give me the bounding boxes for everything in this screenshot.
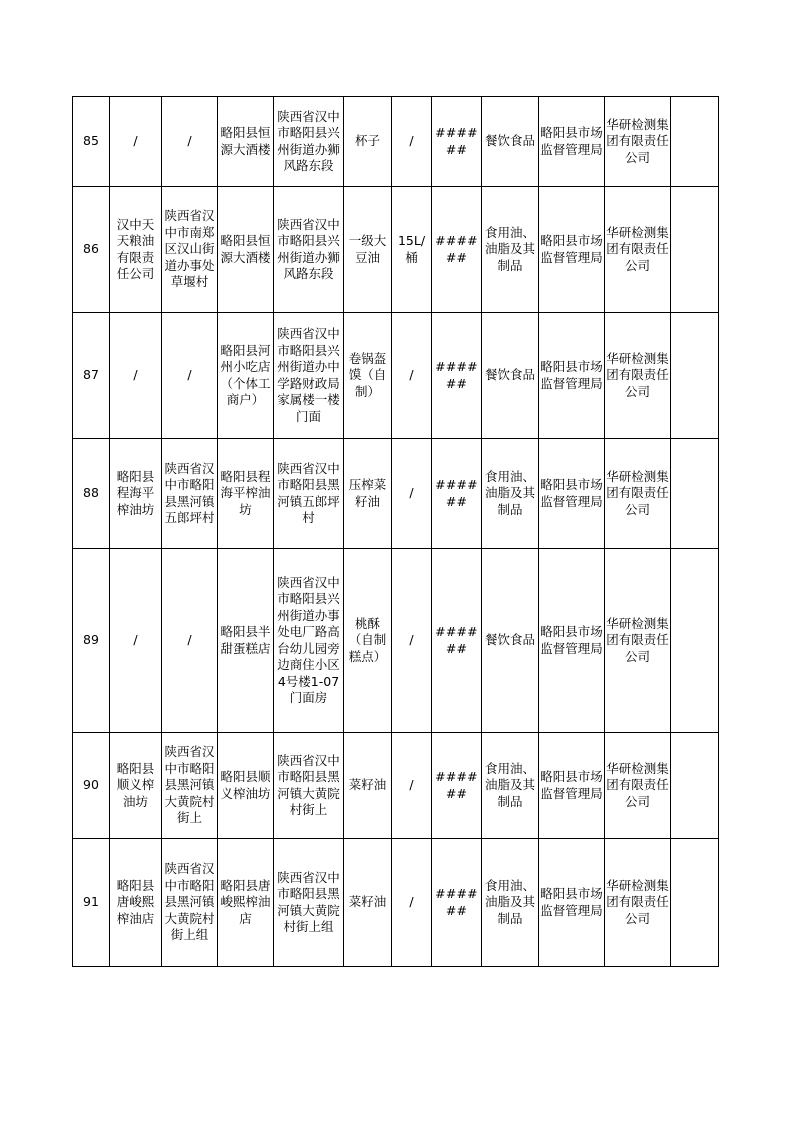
sampled-unit: 略阳县恒源大酒楼: [218, 187, 274, 313]
sampled-unit: 略阳县唐峻熙榨油店: [218, 839, 274, 967]
sampled-address: 陕西省汉中市略阳县兴州街道办中学路财政局家属楼一楼门面: [274, 313, 344, 439]
supervising-authority: 略阳县市场监督管理局: [539, 839, 605, 967]
sampled-unit: 略阳县程海平榨油坊: [218, 439, 274, 549]
specification: /: [392, 97, 432, 187]
row-number: 87: [73, 313, 110, 439]
testing-lab: 华研检测集团有限责任公司: [605, 839, 671, 967]
food-name: 一级大豆油: [344, 187, 392, 313]
table-row: [73, 839, 719, 967]
note-cell: [671, 839, 719, 967]
producer-address: 陕西省汉中市略阳县黑河镇大黄院村街上: [162, 733, 218, 839]
table-row: [73, 439, 719, 549]
producer-name: 汉中天天粮油有限责任公司: [110, 187, 162, 313]
producer-address: /: [162, 549, 218, 733]
note-cell: [671, 549, 719, 733]
food-category: 餐饮食品: [482, 97, 539, 187]
table-row: [73, 313, 719, 439]
food-category: 食用油、油脂及其制品: [482, 839, 539, 967]
note-cell: [671, 187, 719, 313]
row-number: 91: [73, 839, 110, 967]
production-date: ######: [432, 313, 482, 439]
supervising-authority: 略阳县市场监督管理局: [539, 733, 605, 839]
sampled-address: 陕西省汉中市略阳县黑河镇五郎坪村: [274, 439, 344, 549]
specification: /: [392, 733, 432, 839]
table-row: [73, 733, 719, 839]
sampled-unit: 略阳县半甜蛋糕店: [218, 549, 274, 733]
food-category: 食用油、油脂及其制品: [482, 733, 539, 839]
producer-address: 陕西省汉中市略阳县黑河镇五郎坪村: [162, 439, 218, 549]
production-date: ######: [432, 97, 482, 187]
food-category: 餐饮食品: [482, 549, 539, 733]
sampled-unit: 略阳县河州小吃店（个体工商户）: [218, 313, 274, 439]
producer-name: 略阳县顺义榨油坊: [110, 733, 162, 839]
food-name: 压榨菜籽油: [344, 439, 392, 549]
row-number: 86: [73, 187, 110, 313]
row-number: 89: [73, 549, 110, 733]
results-table: [72, 96, 719, 967]
sampled-unit: 略阳县顺义榨油坊: [218, 733, 274, 839]
food-category: 食用油、油脂及其制品: [482, 439, 539, 549]
testing-lab: 华研检测集团有限责任公司: [605, 549, 671, 733]
production-date: ######: [432, 839, 482, 967]
production-date: ######: [432, 187, 482, 313]
food-category: 食用油、油脂及其制品: [482, 187, 539, 313]
supervising-authority: 略阳县市场监督管理局: [539, 439, 605, 549]
supervising-authority: 略阳县市场监督管理局: [539, 549, 605, 733]
table-row: [73, 187, 719, 313]
testing-lab: 华研检测集团有限责任公司: [605, 313, 671, 439]
testing-lab: 华研检测集团有限责任公司: [605, 187, 671, 313]
specification: 15L/桶: [392, 187, 432, 313]
testing-lab: 华研检测集团有限责任公司: [605, 733, 671, 839]
sampled-address: 陕西省汉中市略阳县兴州街道办狮风路东段: [274, 187, 344, 313]
note-cell: [671, 313, 719, 439]
supervising-authority: 略阳县市场监督管理局: [539, 97, 605, 187]
supervising-authority: 略阳县市场监督管理局: [539, 187, 605, 313]
sampled-address: 陕西省汉中市略阳县黑河镇大黄院村街上: [274, 733, 344, 839]
producer-address: 陕西省汉中市南郑区汉山街道办事处草堰村: [162, 187, 218, 313]
production-date: ######: [432, 733, 482, 839]
specification: /: [392, 313, 432, 439]
producer-address: 陕西省汉中市略阳县黑河镇大黄院村街上组: [162, 839, 218, 967]
specification: /: [392, 439, 432, 549]
food-category: 餐饮食品: [482, 313, 539, 439]
testing-lab: 华研检测集团有限责任公司: [605, 97, 671, 187]
production-date: ######: [432, 439, 482, 549]
producer-name: 略阳县唐峻熙榨油店: [110, 839, 162, 967]
row-number: 85: [73, 97, 110, 187]
table-row: [73, 97, 719, 187]
food-name: 杯子: [344, 97, 392, 187]
food-name: 卷锅盔馍（自制）: [344, 313, 392, 439]
production-date: ######: [432, 549, 482, 733]
testing-lab: 华研检测集团有限责任公司: [605, 439, 671, 549]
producer-name: /: [110, 97, 162, 187]
specification: /: [392, 549, 432, 733]
food-name: 菜籽油: [344, 839, 392, 967]
note-cell: [671, 733, 719, 839]
row-number: 88: [73, 439, 110, 549]
producer-name: /: [110, 549, 162, 733]
specification: /: [392, 839, 432, 967]
sampled-address: 陕西省汉中市略阳县兴州街道办狮风路东段: [274, 97, 344, 187]
note-cell: [671, 97, 719, 187]
food-name: 桃酥（自制糕点）: [344, 549, 392, 733]
producer-name: /: [110, 313, 162, 439]
sampled-unit: 略阳县恒源大酒楼: [218, 97, 274, 187]
producer-address: /: [162, 313, 218, 439]
sampled-address: 陕西省汉中市略阳县兴州街道办事处电厂路高台幼儿园旁边商住小区4号楼1-07门面房: [274, 549, 344, 733]
producer-address: /: [162, 97, 218, 187]
food-name: 菜籽油: [344, 733, 392, 839]
supervising-authority: 略阳县市场监督管理局: [539, 313, 605, 439]
sampled-address: 陕西省汉中市略阳县黑河镇大黄院村街上组: [274, 839, 344, 967]
table-row: [73, 549, 719, 733]
producer-name: 略阳县程海平榨油坊: [110, 439, 162, 549]
row-number: 90: [73, 733, 110, 839]
note-cell: [671, 439, 719, 549]
